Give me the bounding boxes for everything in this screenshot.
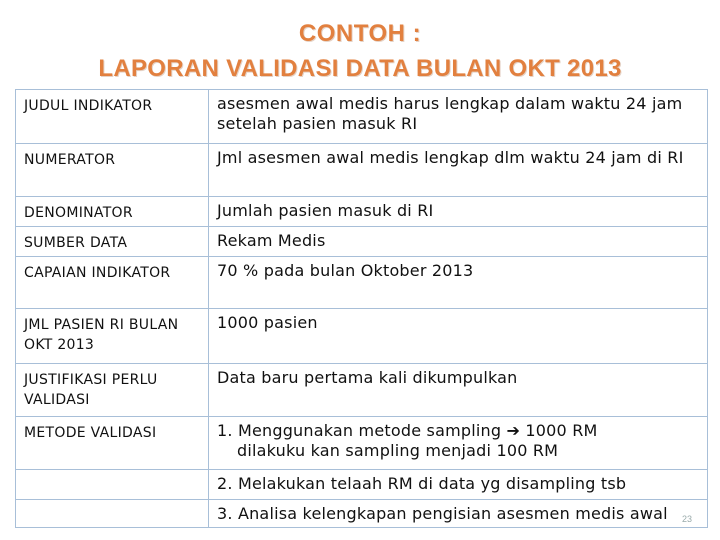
table-row [16, 417, 708, 470]
row-value-sumber: Rekam Medis [209, 227, 708, 257]
slide-title-line1: CONTOH : [298, 20, 422, 47]
row-label-judul: JUDUL INDIKATOR [16, 90, 209, 144]
row-value-denominator: Jumlah pasien masuk di RI [209, 197, 708, 227]
table-row [16, 470, 708, 500]
row-value-justifikasi: Data baru pertama kali dikumpulkan [209, 364, 708, 417]
empty-cell [16, 500, 209, 528]
table-row [16, 227, 708, 257]
table-row [16, 197, 708, 227]
row-value-metode-step3: 3. Analisa kelengkapan pengisian asesmen medis awal [209, 500, 708, 528]
slide-title-line2: LAPORAN VALIDASI DATA BULAN OKT 2013 [98, 55, 622, 82]
table-row [16, 364, 708, 417]
row-value-numerator: Jml asesmen awal medis lengkap dlm waktu 24 jam di RI [209, 144, 708, 197]
row-label-capaian: CAPAIAN INDIKATOR [16, 257, 209, 309]
row-label-metode: METODE VALIDASI [16, 417, 209, 470]
metode-step1-detail: dilakuku kan sampling menjadi 100 RM [237, 441, 559, 460]
row-label-jml-pasien: JML PASIEN RI BULAN OKT 2013 [16, 309, 209, 364]
row-label-sumber: SUMBER DATA [16, 227, 209, 257]
row-label-denominator: DENOMINATOR [16, 197, 209, 227]
validation-report-table [15, 89, 708, 528]
row-value-judul: asesmen awal medis harus lengkap dalam waktu 24 jam setelah pasien masuk RI [209, 90, 708, 144]
table-row [16, 144, 708, 197]
metode-step1-text: 1. Menggunakan metode sampling [217, 421, 502, 440]
row-value-jml-pasien: 1000 pasien [209, 309, 708, 364]
row-value-metode-step2: 2. Melakukan telaah RM di data yg disampling tsb [209, 470, 708, 500]
table-row [16, 257, 708, 309]
row-value-metode-step1 [209, 417, 708, 470]
metode-step1-count: 1000 RM [525, 421, 598, 440]
right-arrow-icon: ➔ [506, 421, 521, 440]
slide-number: 23 [681, 514, 692, 524]
table-row [16, 90, 708, 144]
row-label-numerator: NUMERATOR [16, 144, 209, 197]
empty-cell [16, 470, 209, 500]
row-value-capaian: 70 % pada bulan Oktober 2013 [209, 257, 708, 309]
row-label-justifikasi: JUSTIFIKASI PERLU VALIDASI [16, 364, 209, 417]
table-row [16, 500, 708, 528]
table-row [16, 309, 708, 364]
